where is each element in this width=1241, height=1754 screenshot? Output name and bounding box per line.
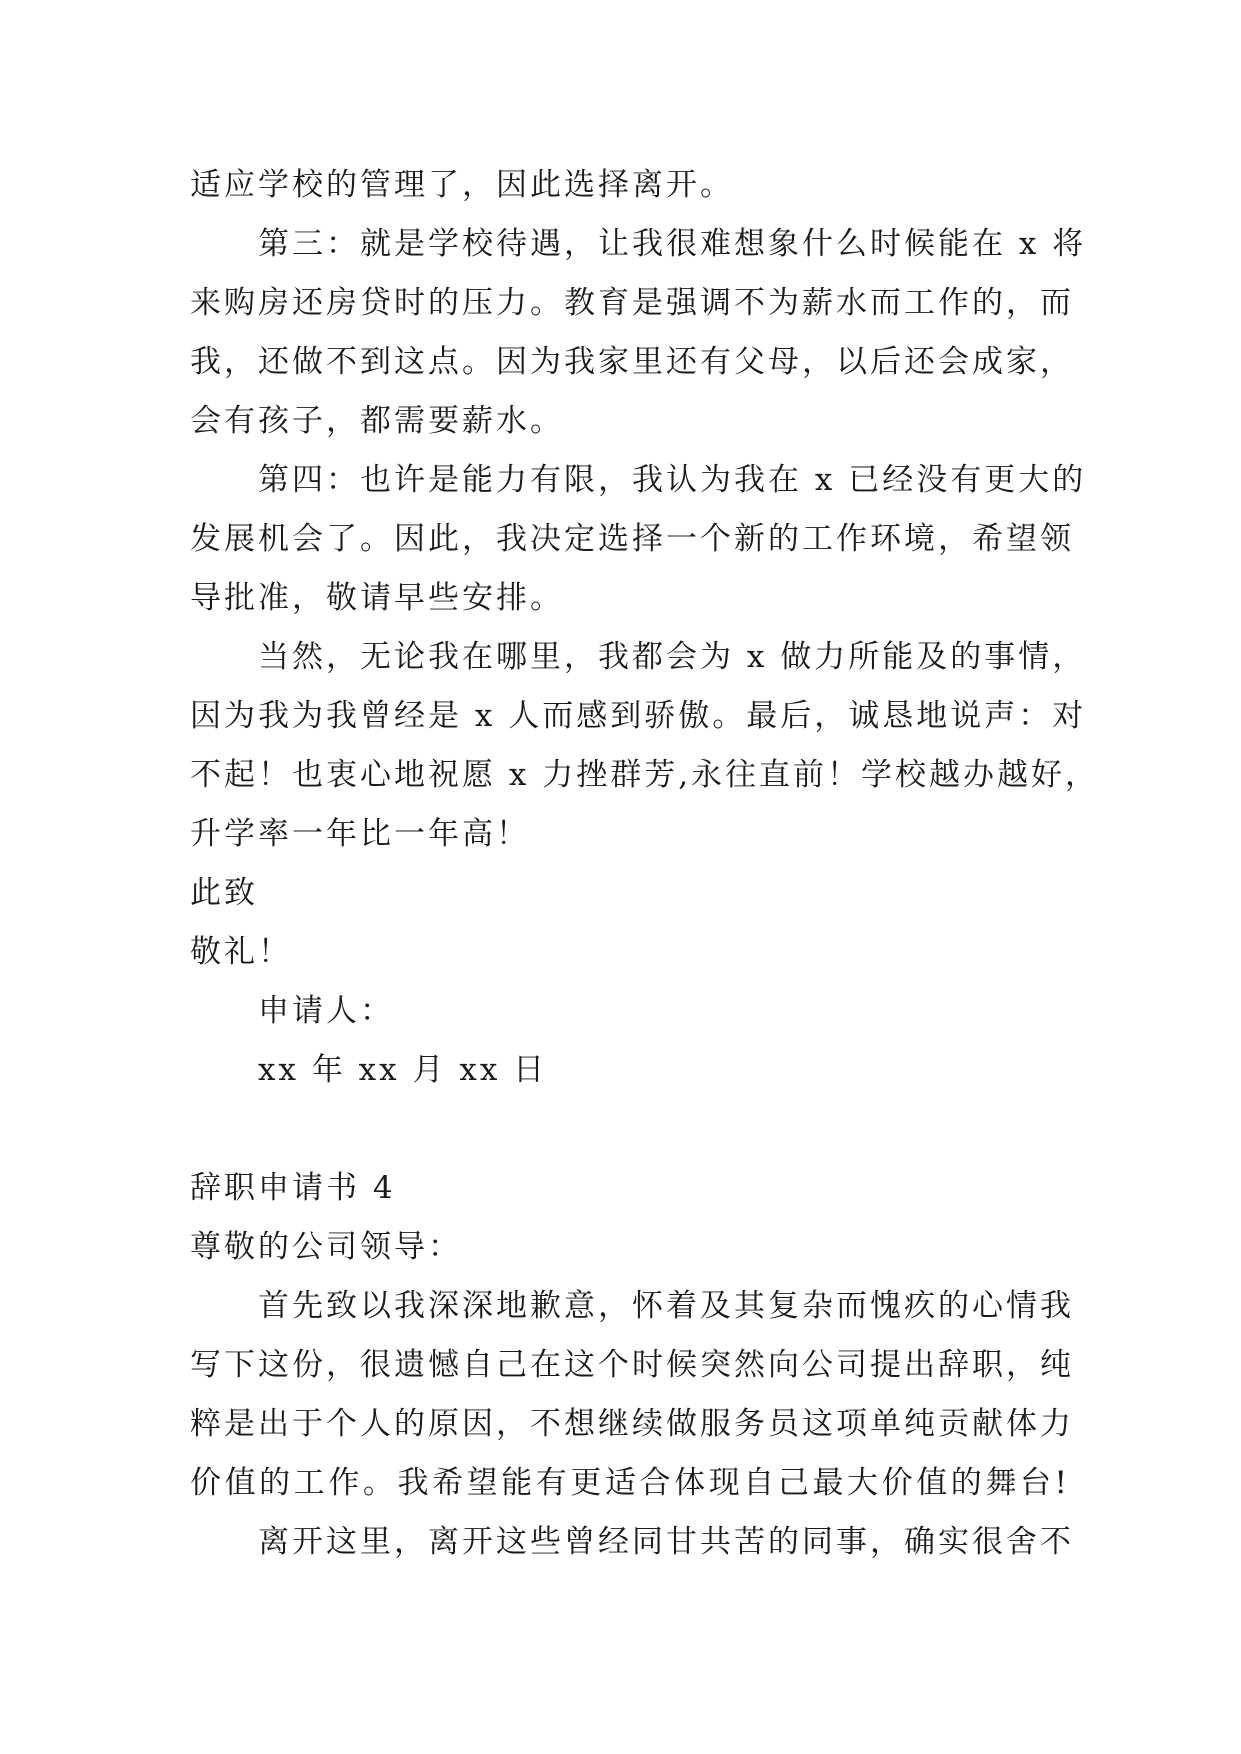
blank-line — [190, 1100, 1070, 1159]
text-line: 粹是出于个人的原因，不想继续做服务员这项单纯贡献体力 — [190, 1406, 1074, 1442]
paragraph-closing: 当然，无论我在哪里，我都会为 x 做力所能及的事情， — [258, 639, 1087, 675]
text-line: 来购房还房贷时的压力。教育是强调不为薪水而工作的，而 — [190, 285, 1074, 321]
applicant-label: 申请人： — [258, 993, 394, 1029]
text-line: 升学率一年比一年高！ — [190, 816, 530, 852]
salutation-line: 此致 — [190, 875, 258, 911]
text-line: 不起！也衷心地祝愿 x 力挫群芳,永往直前！学校越办越好， — [190, 757, 1100, 793]
letter-greeting: 尊敬的公司领导： — [190, 1229, 462, 1265]
text-line: 价值的工作。我希望能有更适合体现自己最大价值的舞台! — [190, 1465, 1070, 1501]
text-line: 写下这份，很遗憾自己在这个时候突然向公司提出辞职，纯 — [190, 1347, 1074, 1383]
text-line: 我，还做不到这点。因为我家里还有父母，以后还会成家， — [190, 344, 1074, 380]
text-line: 因为我为我曾经是 x 人而感到骄傲。最后，诚恳地说声：对 — [190, 698, 1087, 734]
text-line: 导批准，敬请早些安排。 — [190, 580, 564, 616]
paragraph-fourth-reason: 第四：也许是能力有限，我认为我在 x 已经没有更大的 — [258, 462, 1087, 498]
paragraph-third-reason: 第三：就是学校待遇，让我很难想象什么时候能在 x 将 — [258, 226, 1087, 262]
paragraph-leaving: 离开这里，离开这些曾经同甘共苦的同事，确实很舍不 — [258, 1524, 1074, 1560]
document-body — [190, 156, 1100, 1572]
text-line: 发展机会了。因此，我决定选择一个新的工作环境，希望领 — [190, 521, 1074, 557]
section-title: 辞职申请书 4 — [190, 1170, 396, 1206]
text-line: 适应学校的管理了，因此选择离开。 — [190, 167, 734, 203]
salutation-line: 敬礼！ — [190, 934, 292, 970]
paragraph-apology: 首先致以我深深地歉意，怀着及其复杂而愧疚的心情我 — [258, 1288, 1074, 1324]
date-line: xx 年 xx 月 xx 日 — [258, 1052, 548, 1088]
text-line: 会有孩子，都需要薪水。 — [190, 403, 564, 439]
